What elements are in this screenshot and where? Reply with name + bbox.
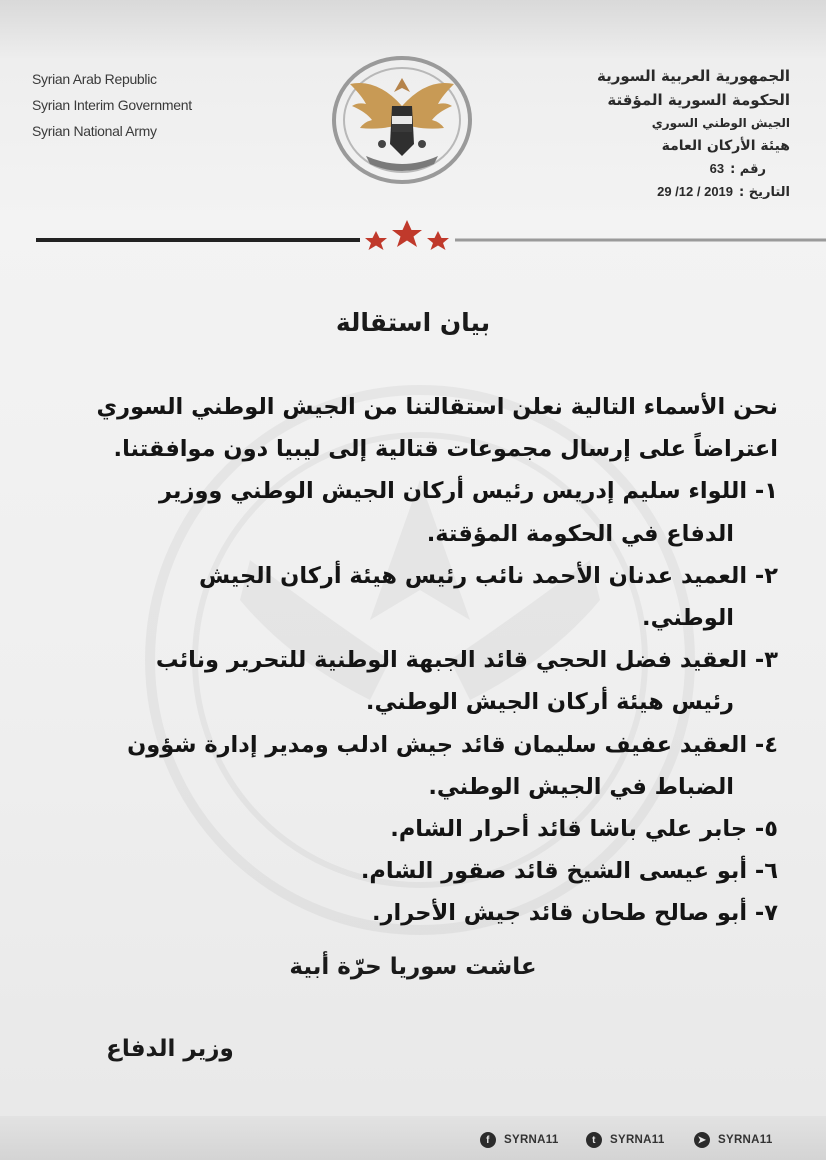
statement-body: [58, 386, 778, 935]
twitter-account[interactable]: [586, 1131, 665, 1149]
facebook-icon: f: [480, 1132, 496, 1148]
arabic-line-republic: الجمهورية العربية السورية: [597, 67, 790, 85]
red-star-icon: [427, 231, 449, 250]
list-item: ٦- أبو عيسى الشيخ قائد صقور الشام.: [360, 858, 778, 885]
document-date: [460, 181, 790, 204]
list-item-continuation: الضباط في الجيش الوطني.: [428, 773, 734, 800]
list-item: ٤- العقيد عفيف سليمان قائد جيش ادلب ومدير إدارة شؤون: [127, 731, 778, 758]
number-value: 63: [709, 161, 725, 176]
social-footer: [0, 1116, 826, 1160]
intro-line: اعتراضاً على إرسال مجموعات قتالية إلى ليبيا دون موافقتنا.: [113, 436, 778, 463]
arabic-line-government: الحكومة السورية المؤقتة: [607, 91, 790, 109]
facebook-account[interactable]: [480, 1131, 559, 1149]
facebook-handle: SYRNA11: [504, 1134, 559, 1146]
letterhead: [0, 0, 826, 250]
telegram-handle: SYRNA11: [718, 1134, 773, 1146]
english-line-army: Syrian National Army: [32, 123, 157, 139]
arabic-line-army: الجيش الوطني السوري: [651, 116, 790, 130]
list-item-continuation: رئيس هيئة أركان الجيش الوطني.: [365, 689, 734, 716]
telegram-icon: ➤: [694, 1132, 710, 1148]
telegram-account[interactable]: [694, 1131, 773, 1149]
list-item: ٥- جابر علي باشا قائد أحرار الشام.: [390, 816, 778, 843]
intro-line: نحن الأسماء التالية نعلن استقالتنا من الجيش الوطني السوري: [96, 394, 778, 420]
signature-title: وزير الدفاع: [106, 1036, 234, 1062]
arabic-line-general-staff: هيئة الأركان العامة: [661, 138, 790, 154]
closing-slogan: عاشت سوريا حرّة أبية: [289, 954, 537, 980]
date-label: التاريخ :: [739, 185, 790, 200]
twitter-icon: t: [586, 1132, 602, 1148]
document-title: بيان استقالة: [335, 308, 491, 337]
english-line-government: Syrian Interim Government: [32, 97, 192, 113]
list-item-continuation: الوطني.: [642, 605, 734, 632]
list-item: ٣- العقيد فضل الحجي قائد الجبهة الوطنية للتحرير ونائب: [155, 647, 778, 674]
number-label: رقم :: [730, 162, 766, 177]
twitter-handle: SYRNA11: [610, 1134, 665, 1146]
list-item-continuation: الدفاع في الحكومة المؤقتة.: [426, 520, 734, 547]
list-item: ١- اللواء سليم إدريس رئيس أركان الجيش الوطني ووزير: [159, 478, 778, 505]
document-number: [460, 158, 790, 181]
stars-divider: [0, 214, 826, 254]
english-header: [32, 66, 192, 144]
red-star-icon: [392, 220, 422, 247]
list-item: ٢- العميد عدنان الأحمد نائب رئيس هيئة أركان الجيش: [198, 562, 778, 589]
date-value: 29 /12 / 2019: [657, 184, 734, 199]
english-line-republic: Syrian Arab Republic: [32, 71, 157, 87]
arabic-header: [460, 64, 790, 204]
army-emblem-icon: [322, 48, 482, 188]
list-item: ٧- أبو صالح طحان قائد جيش الأحرار.: [372, 900, 778, 927]
red-star-icon: [365, 231, 387, 250]
